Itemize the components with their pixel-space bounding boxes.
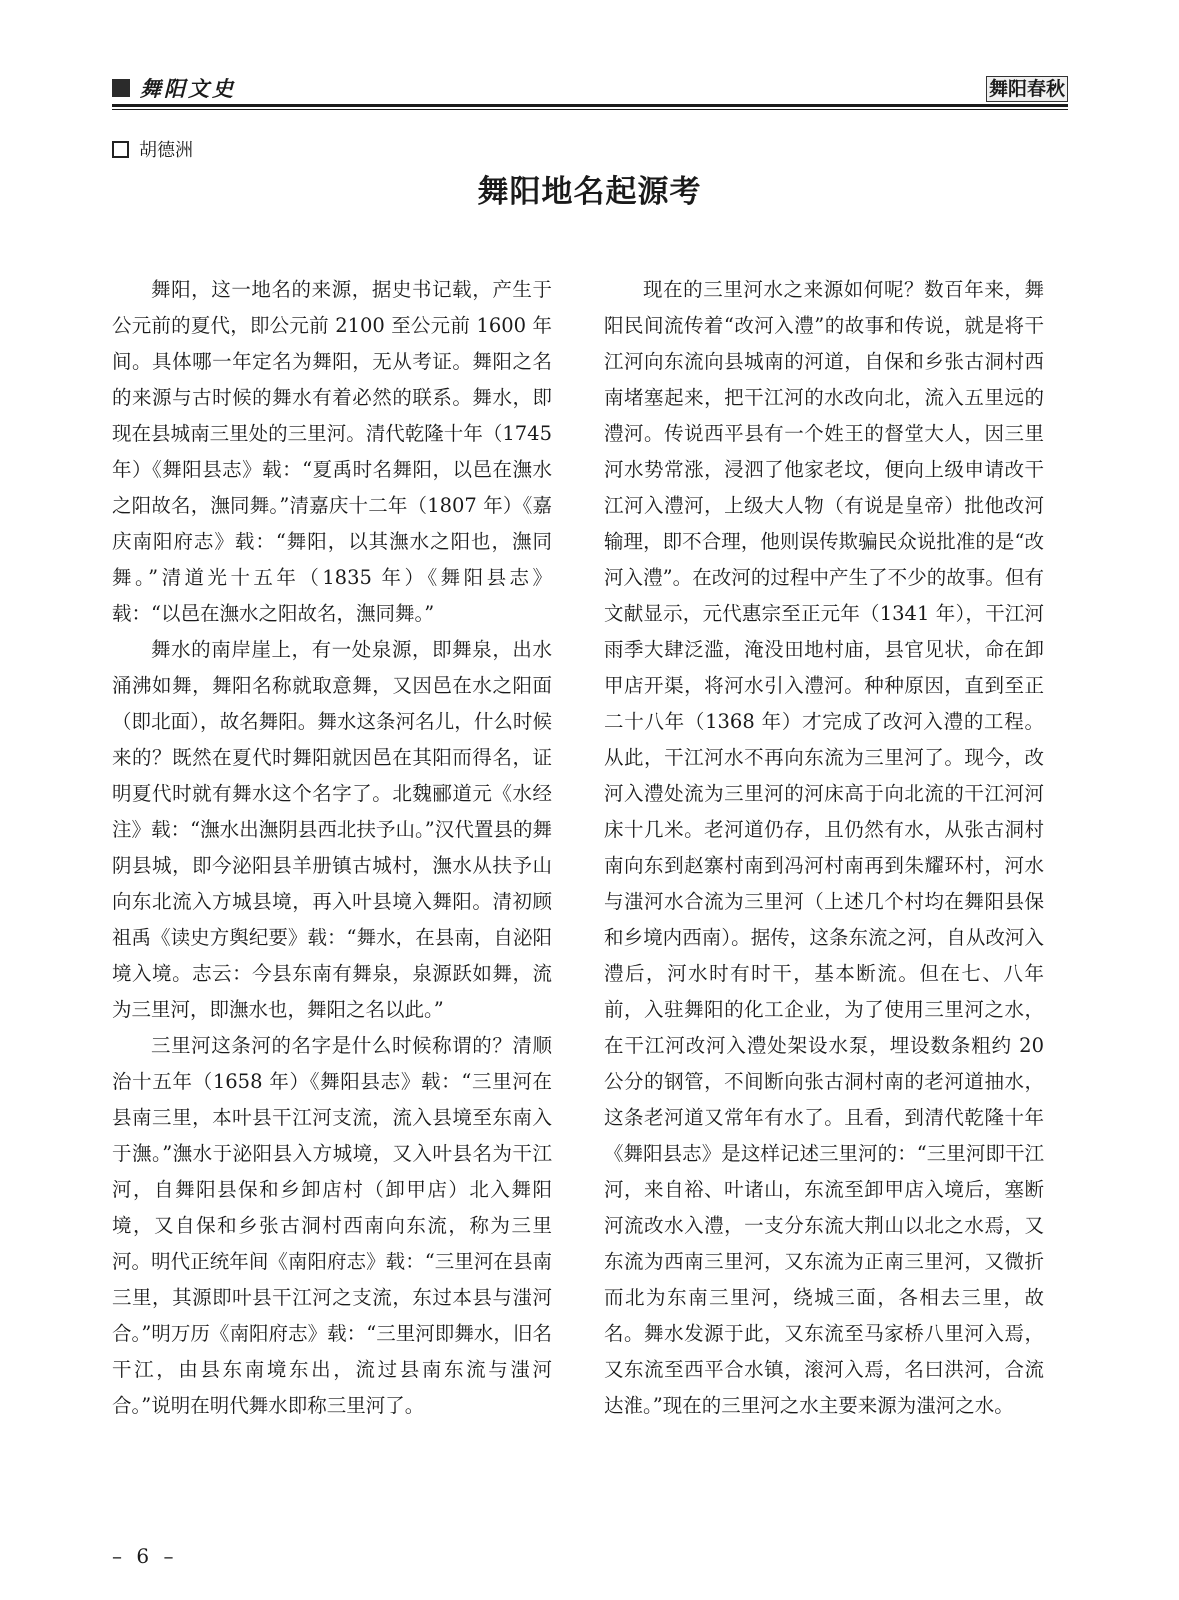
paragraph: 舞阳，这一地名的来源，据史书记载，产生于公元前的夏代，即公元前 2100 至公元前 1600 年间。具体哪一年定名为舞阳，无从考证。舞阳之名的来源与古时候的舞水有着必然的联系。舞水，即现在县城南三里处的三里河。清代乾隆十年（1745 年）《舞阳县志》载：“夏禹时名舞阳，以邑在潕水之阳故名，潕同舞。”清嘉庆十二年（1807 年）《嘉庆南阳府志》载：“舞阳，以其潕水之阳也，潕同舞。”清道光十五年（1835 年）《舞阳县志》载：“以邑在潕水之阳故名，潕同舞。” (112, 278, 552, 625)
paragraph: 现在的三里河水之来源如何呢？数百年来，舞阳民间流传着“改河入澧”的故事和传说，就是将干江河向东流向县城南的河道，自保和乡张古洞村西南堵塞起来，把干江河的水改向北，流入五里远的澧河。传说西平县有一个姓王的督堂大人，因三里河水势常涨，浸泗了他家老坟，便向上级申请改干江河入澧河，上级大人物（有说是皇帝）批他改河输理，即不合理，他则误传欺骗民众说批准的是“改河入澧”。在改河的过程中产生了不少的故事。但有文献显示，元代惠宗至正元年（1341 年），干江河雨季大肆泛滥，淹没田地村庙，县官见状，命在卸甲店开渠，将河水引入澧河。种种原因，直到至正二十八年（1368 年）才完成了改河入澧的工程。从此，干江河水不再向东流为三里河了。现今，改河入澧处流为三里河的河床高于向北流的干江河河床十几米。老河道仍存，且仍然有水，从张古洞村南向东到赵寨村南到冯河村南再到朱耀环村，河水与滍河水合流为三里河（上述几个村均在舞阳县保和乡境内西南）。据传，这条东流之河，自从改河入澧后，河水时有时干，基本断流。但在七、八年前，入驻舞阳的化工企业，为了使用三里河之水，在干江河改河入澧处架设水泵，埋设数条粗约 20 公分的钢管，不间断向张古洞村南的老河道抽水，这条老河道又常年有水了。且看，到清代乾隆十年《舞阳县志》是这样记述三里河的：“三里河即干江河，来自裕、叶诸山，东流至卸甲店入境后，塞断河流改水入澧，一支分东流大荆山以北之水焉，又东流为西南三里河，又东流为正南三里河，又微折而北为东南三里河，绕城三面，各相去三里，故名。舞水发源于此，又东流至马家桥八里河入焉，又东流至西平合水镇，滚河入焉，名曰洪河，合流达淮。”现在的三里河之水主要来源为滍河之水。 (604, 278, 1044, 1417)
header-square-icon (112, 79, 130, 97)
paragraph: 舞水的南岸崖上，有一处泉源，即舞泉，出水涌沸如舞，舞阳名称就取意舞，又因邑在水之阳面（即北面），故名舞阳。舞水这条河名儿，什么时候来的？既然在夏代时舞阳就因邑在其阳而得名，证明夏代时就有舞水这个名字了。北魏郦道元《水经注》载：“潕水出潕阴县西北扶予山。”汉代置县的舞阴县城，即今泌阳县羊册镇古城村，潕水从扶予山向东北流入方城县境，再入叶县境入舞阳。清初顾祖禹《读史方舆纪要》载：“舞水，在县南，自泌阳境入境。志云：今县东南有舞泉，泉源跃如舞，流为三里河，即潕水也，舞阳之名以此。” (112, 638, 552, 1021)
paragraph: 三里河这条河的名字是什么时候称谓的？清顺治十五年（1658 年）《舞阳县志》载：“三里河在县南三里，本叶县干江河支流，流入县境至东南入于潕。”潕水于泌阳县入方城境，又入叶县名为干江河，自舞阳县保和乡卸店村（卸甲店）北入舞阳境，又自保和乡张古洞村西南向东流，称为三里河。明代正统年间《南阳府志》载：“三里河在县南三里，其源即叶县干江河之支流，东过本县与滍河合。”明万历《南阳府志》载：“三里河即舞水，旧名干江，由县东南境东出，流过县南东流与滍河合。”说明在明代舞水即称三里河了。 (112, 1034, 552, 1417)
author-line (112, 136, 193, 160)
page-number: – 6 – (112, 1544, 178, 1568)
right-column (604, 272, 1044, 1424)
header-rule-thick (112, 104, 1068, 107)
article-title: 舞阳地名起源考 (477, 174, 702, 210)
left-column (112, 272, 552, 1424)
checkbox-square-icon (112, 141, 129, 158)
page-header (112, 76, 1068, 102)
section-title: 舞阳文史 (140, 76, 236, 101)
header-rule-thin (112, 109, 1068, 110)
column-badge: 舞阳春秋 (986, 76, 1068, 102)
author-name: 胡德洲 (139, 140, 193, 161)
